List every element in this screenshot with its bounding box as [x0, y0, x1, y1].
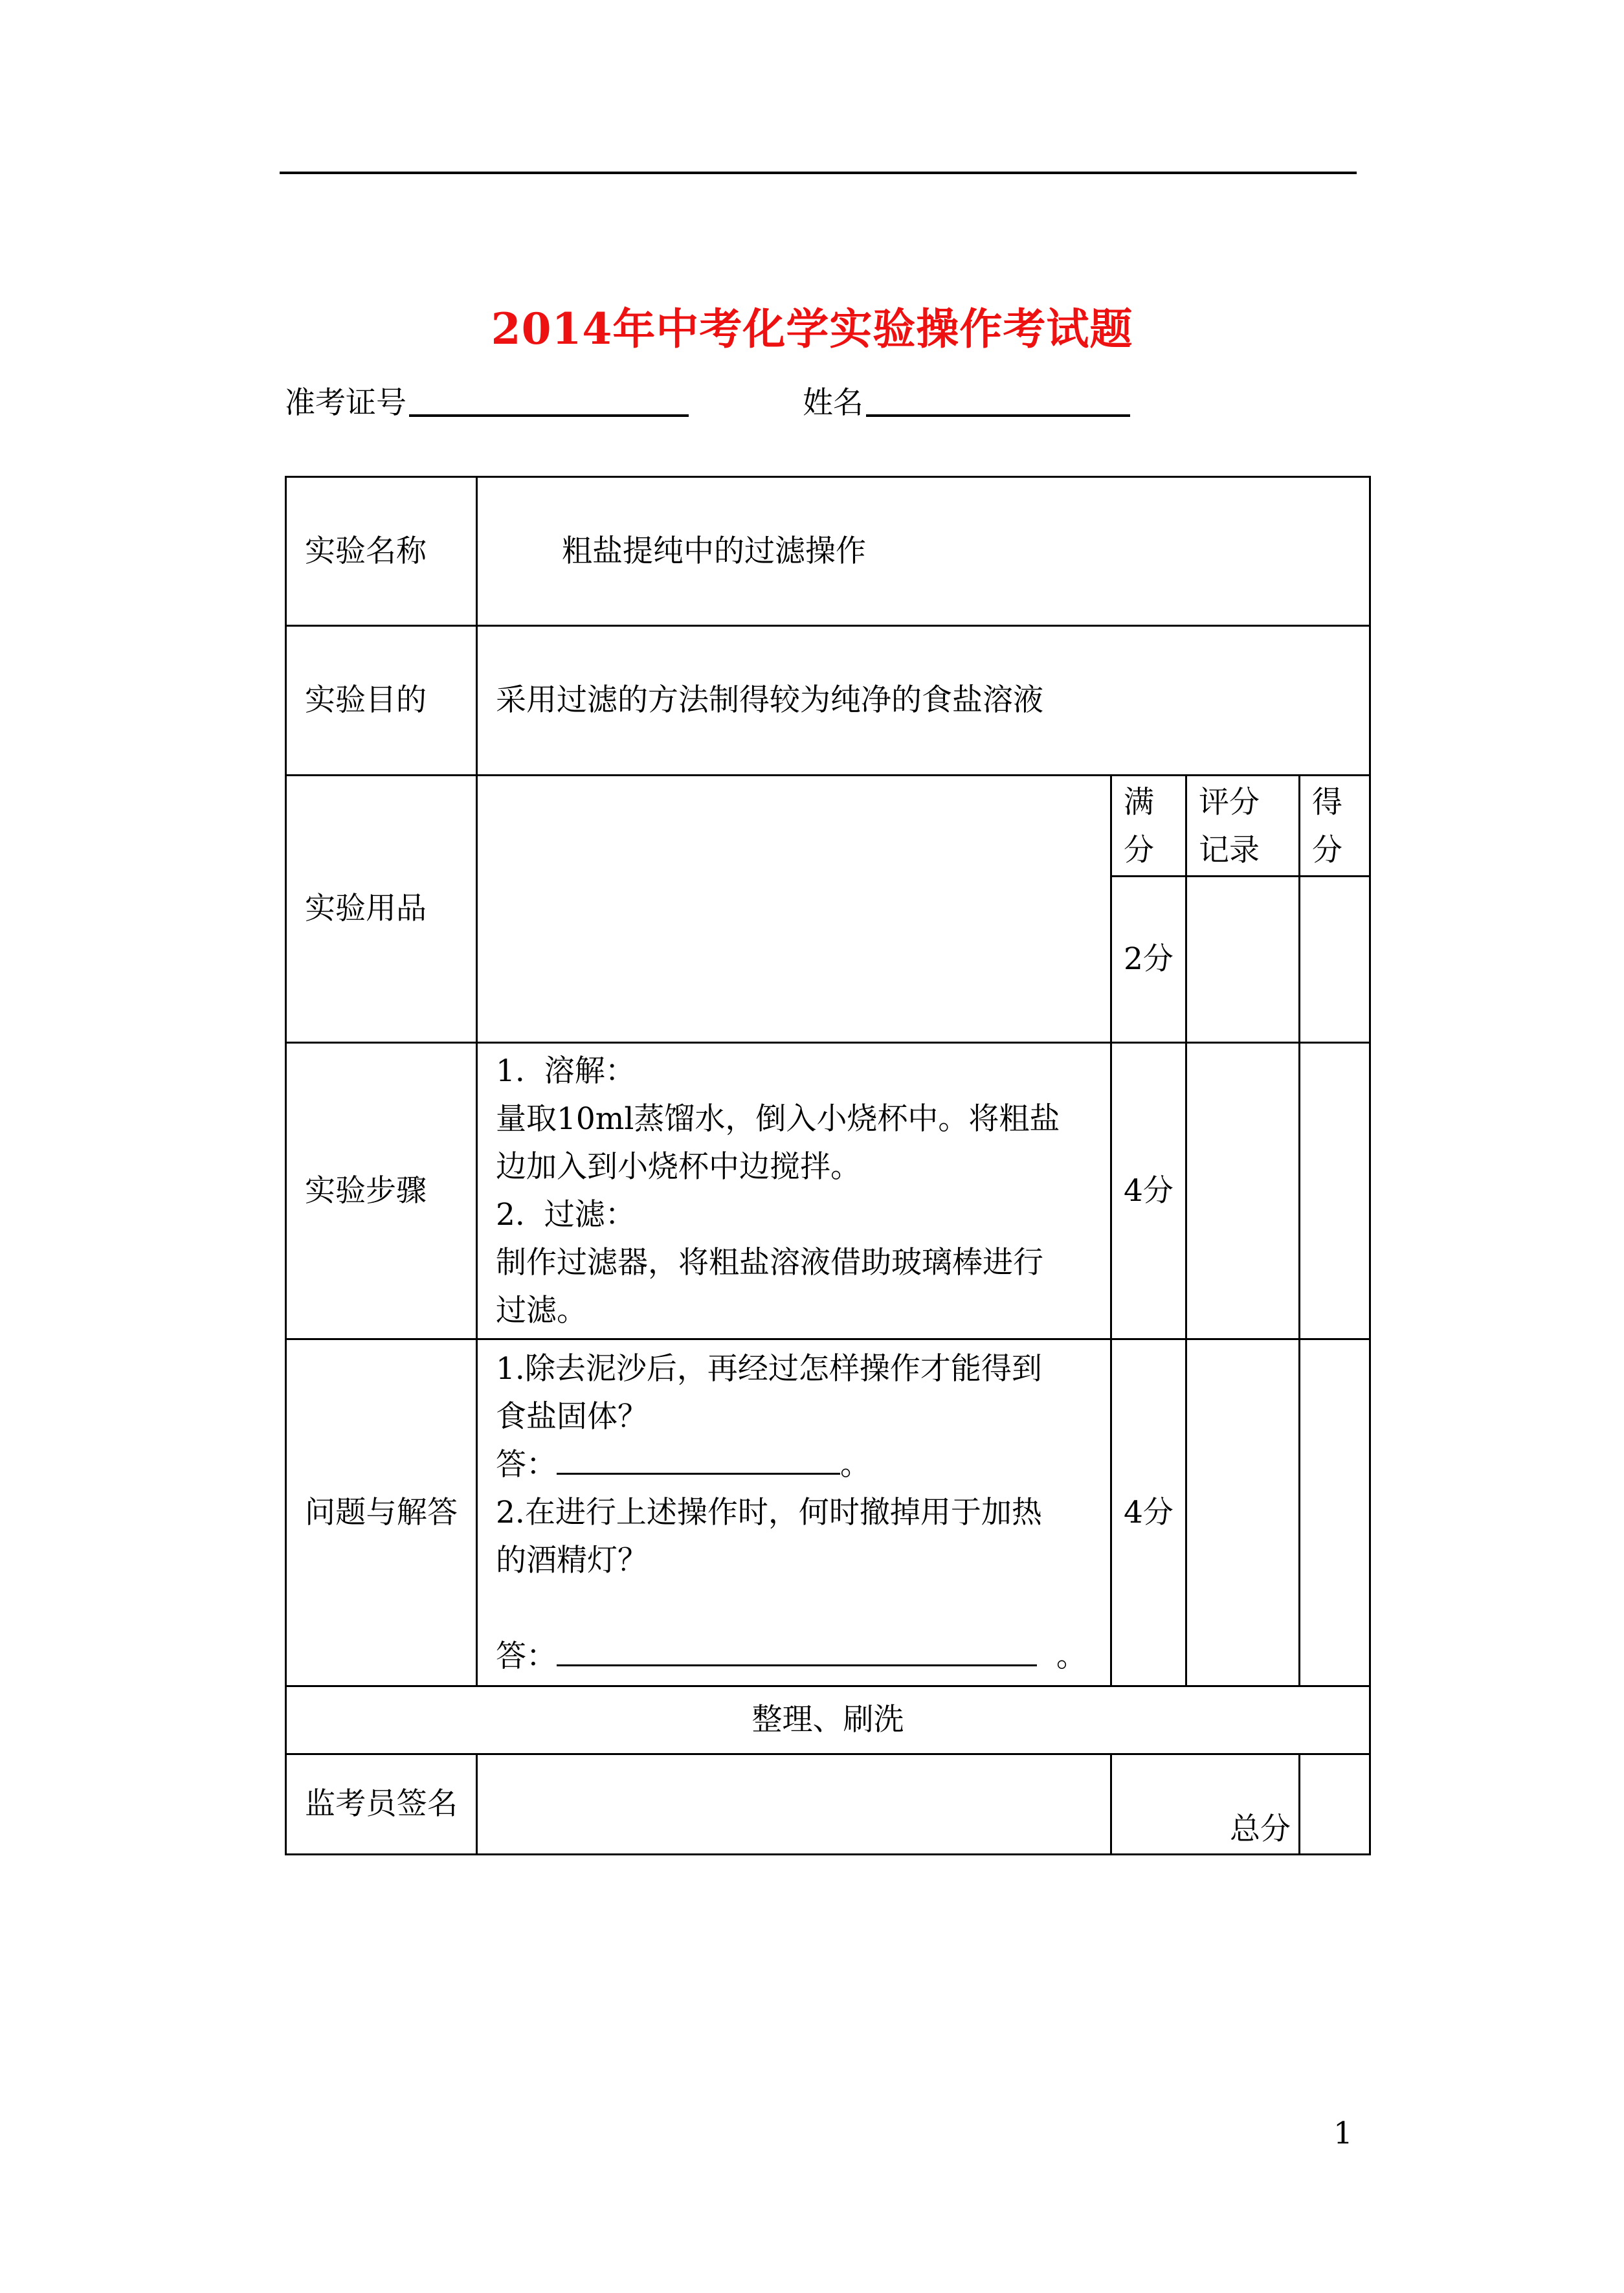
answer-1-blank[interactable] — [557, 1447, 840, 1475]
experiment-name-value: 粗盐提纯中的过滤操作 — [477, 477, 1370, 626]
qa-full-score: 4分 — [1111, 1339, 1186, 1686]
steps-line: 量取10ml蒸馏水，倒入小烧杯中。将粗盐 — [496, 1101, 1060, 1137]
row-experiment-name — [286, 477, 1370, 626]
answer-2-suffix: 。 — [1056, 1638, 1087, 1674]
row-signature — [286, 1754, 1370, 1855]
qa-content — [477, 1339, 1111, 1686]
qa-spacer — [496, 1585, 1092, 1633]
name-blank[interactable] — [866, 414, 1130, 417]
steps-content — [477, 1043, 1111, 1339]
experiment-purpose-label: 实验目的 — [286, 626, 477, 776]
row-steps — [286, 1043, 1370, 1339]
q2-line: 的酒精灯？ — [496, 1542, 648, 1578]
qa-score-got[interactable] — [1300, 1339, 1370, 1686]
row-supplies-header — [286, 776, 1370, 877]
name-label: 姓名 — [803, 385, 863, 421]
answer-2-blank[interactable] — [557, 1639, 1037, 1666]
experiment-name-label: 实验名称 — [286, 477, 477, 626]
q1-line: 1.除去泥沙后，再经过怎样操作才能得到 — [496, 1350, 1042, 1387]
answer-1 — [496, 1441, 1092, 1489]
header-full-score: 满分 — [1111, 776, 1186, 877]
answer-2 — [496, 1633, 1092, 1681]
q2-line: 2.在进行上述操作时，何时撤掉用于加热 — [496, 1494, 1042, 1530]
steps-line: 1. 溶解： — [496, 1053, 636, 1089]
steps-score-got[interactable] — [1300, 1043, 1370, 1339]
page-title: 2014年中考化学实验操作考试题 — [491, 304, 1133, 354]
experiment-purpose-value: 采用过滤的方法制得较为纯净的食盐溶液 — [477, 626, 1370, 776]
steps-line: 制作过滤器，将粗盐溶液借助玻璃棒进行 — [496, 1244, 1043, 1281]
supplies-score-got[interactable] — [1300, 877, 1370, 1043]
supplies-label: 实验用品 — [286, 776, 477, 1043]
header-rule — [280, 172, 1357, 174]
qa-label: 问题与解答 — [286, 1339, 477, 1686]
signature-label: 监考员签名 — [286, 1754, 477, 1855]
exam-id-field — [285, 379, 689, 422]
steps-line: 边加入到小烧杯中边搅拌。 — [496, 1148, 861, 1185]
row-cleanup — [286, 1686, 1370, 1754]
row-experiment-purpose — [286, 626, 1370, 776]
header-score-got: 得分 — [1300, 776, 1370, 877]
exam-id-label: 准考证号 — [285, 385, 406, 421]
supplies-content — [477, 776, 1111, 1043]
steps-full-score: 4分 — [1111, 1043, 1186, 1339]
header-score-record: 评分记录 — [1186, 776, 1300, 877]
name-field — [803, 379, 1130, 422]
answer-2-prefix: 答： — [496, 1638, 557, 1674]
signature-blank[interactable] — [477, 1754, 1111, 1855]
qa-score-record[interactable] — [1186, 1339, 1300, 1686]
q1-line: 食盐固体？ — [496, 1398, 648, 1435]
steps-line: 2. 过滤： — [496, 1196, 636, 1233]
supplies-score-record[interactable] — [1186, 877, 1300, 1043]
steps-label: 实验步骤 — [286, 1043, 477, 1339]
supplies-full-score: 2分 — [1111, 877, 1186, 1043]
answer-1-prefix: 答： — [496, 1446, 557, 1482]
row-qa — [286, 1339, 1370, 1686]
page-number: 1 — [1333, 2116, 1353, 2151]
cleanup-label: 整理、刷洗 — [286, 1686, 1370, 1754]
steps-line: 过滤。 — [496, 1292, 587, 1328]
total-label: 总分 — [1111, 1754, 1300, 1855]
exam-table — [285, 476, 1371, 1855]
total-value[interactable] — [1300, 1754, 1370, 1855]
exam-id-blank[interactable] — [409, 414, 689, 417]
steps-score-record[interactable] — [1186, 1043, 1300, 1339]
answer-1-suffix: 。 — [840, 1446, 871, 1482]
